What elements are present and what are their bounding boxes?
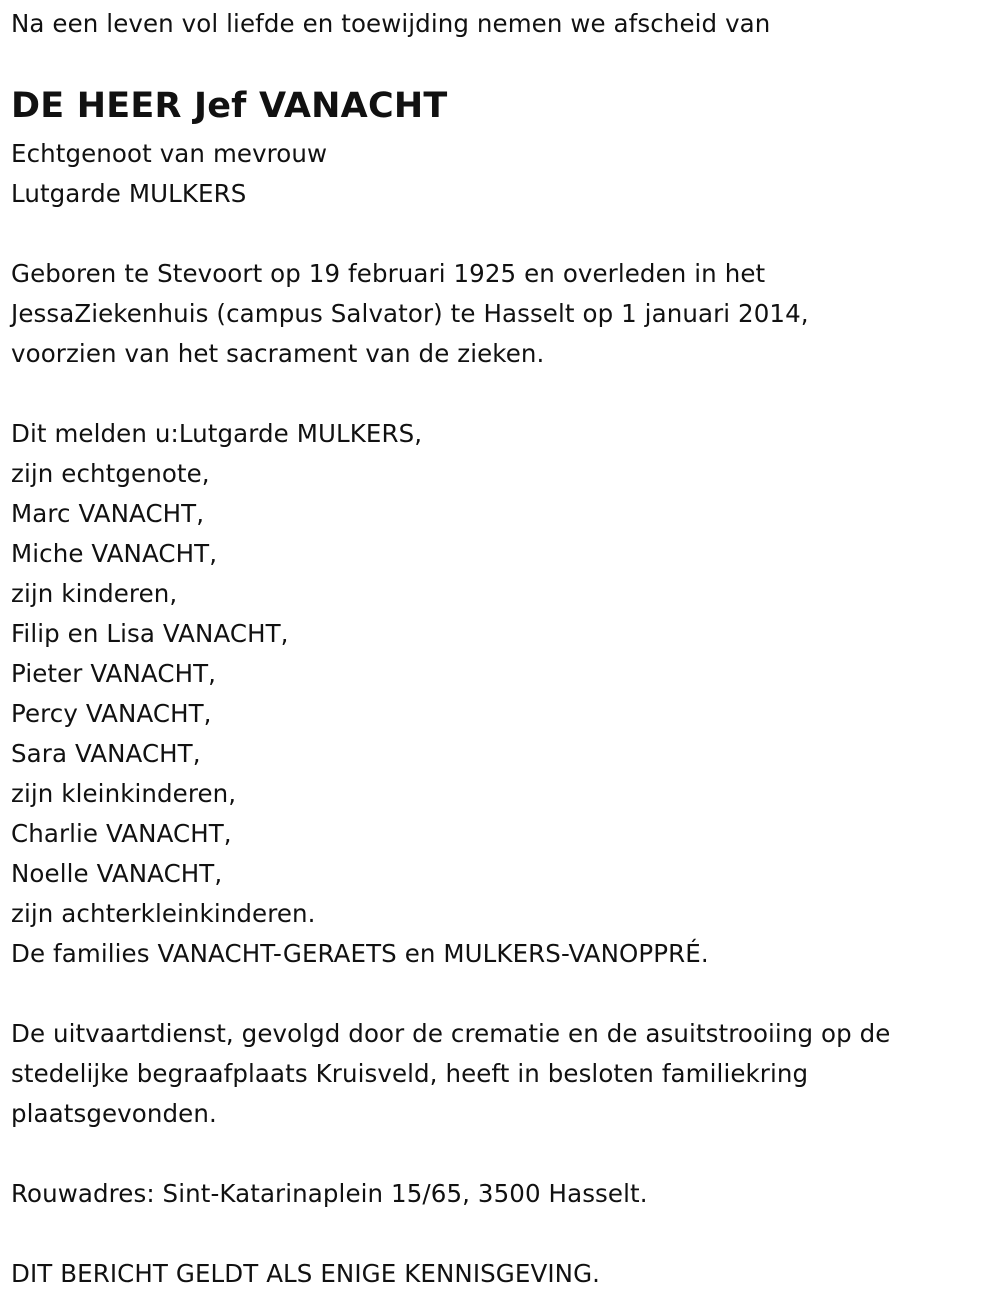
service-block	[11, 1014, 890, 1134]
birth-death-line: JessaZiekenhuis (campus Salvator) te Hasselt op 1 januari 2014,	[11, 299, 809, 328]
deceased-name: DE HEER Jef VANACHT	[11, 86, 448, 126]
family-line: zijn echtgenote,	[11, 459, 210, 488]
family-line: Percy VANACHT,	[11, 699, 212, 728]
family-line: zijn achterkleinkinderen.	[11, 899, 316, 928]
birth-death-line: voorzien van het sacrament van de zieken.	[11, 339, 545, 368]
family-line: Charlie VANACHT,	[11, 819, 232, 848]
service-line: plaatsgevonden.	[11, 1099, 217, 1128]
birth-death-line: Geboren te Stevoort op 19 februari 1925 en overleden in het	[11, 259, 766, 288]
spouse-line: Echtgenoot van mevrouw	[11, 139, 328, 168]
family-line: De families VANACHT-GERAETS en MULKERS-VANOPPRÉ.	[11, 939, 709, 968]
birth-death-block	[11, 254, 809, 374]
spouse-name: Lutgarde MULKERS	[11, 179, 247, 208]
service-line: De uitvaartdienst, gevolgd door de crematie en de asuitstrooiing op de	[11, 1019, 891, 1048]
spouse-block	[11, 134, 327, 214]
family-line: Filip en Lisa VANACHT,	[11, 619, 289, 648]
family-list	[11, 414, 709, 974]
family-line: Marc VANACHT,	[11, 499, 205, 528]
family-line: zijn kinderen,	[11, 579, 178, 608]
family-line: Dit melden u:Lutgarde MULKERS,	[11, 419, 423, 448]
notice-text: DIT BERICHT GELDT ALS ENIGE KENNISGEVING.	[11, 1259, 601, 1288]
family-line: Noelle VANACHT,	[11, 859, 223, 888]
family-line: Miche VANACHT,	[11, 539, 218, 568]
family-line: Sara VANACHT,	[11, 739, 201, 768]
intro-text: Na een leven vol liefde en toewijding nemen we afscheid van	[11, 9, 771, 38]
family-line: zijn kleinkinderen,	[11, 779, 237, 808]
family-line: Pieter VANACHT,	[11, 659, 217, 688]
mourning-address: Rouwadres: Sint-Katarinaplein 15/65, 3500 Hasselt.	[11, 1179, 648, 1208]
service-line: stedelijke begraafplaats Kruisveld, heeft in besloten familiekring	[11, 1059, 809, 1088]
